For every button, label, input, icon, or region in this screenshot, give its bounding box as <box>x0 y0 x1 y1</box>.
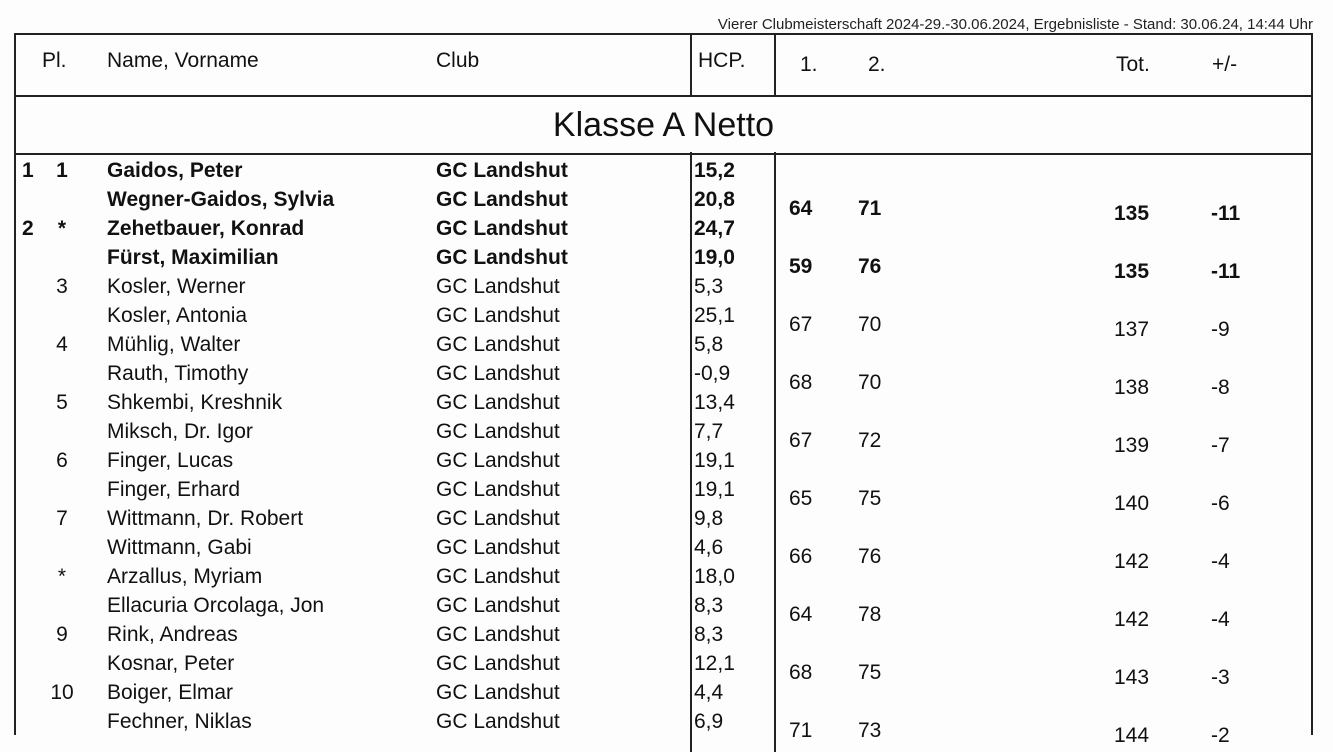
row-round-1: 67 <box>789 429 813 452</box>
document-header: Vierer Clubmeisterschaft 2024-29.-30.06.2024, Ergebnisliste - Stand: 30.06.24, 14:44 Uhr <box>717 16 1313 33</box>
table-row <box>16 159 1311 188</box>
header-round-1: 1. <box>800 53 818 76</box>
row-place: * <box>57 565 67 588</box>
table-row <box>16 507 1311 536</box>
row-club: GC Landshut <box>436 391 560 414</box>
row-hcp: 12,1 <box>694 652 735 675</box>
row-round-2: 70 <box>858 313 882 336</box>
row-place: 4 <box>56 333 68 356</box>
row-club: GC Landshut <box>436 159 568 182</box>
table-row <box>16 478 1311 515</box>
row-round-1: 64 <box>789 603 813 626</box>
row-place: 10 <box>50 681 74 704</box>
row-diff: -9 <box>1211 318 1230 341</box>
row-hcp: -0,9 <box>694 362 731 385</box>
row-hcp: 7,7 <box>694 420 724 443</box>
column-header-row <box>16 35 1311 97</box>
table-row <box>16 246 1311 283</box>
row-hcp: 4,6 <box>694 536 724 559</box>
row-place: 1 <box>56 159 68 182</box>
row-round-1: 66 <box>789 545 813 568</box>
header-round-2: 2. <box>868 53 886 76</box>
row-name: Kosnar, Peter <box>107 652 235 675</box>
results-table <box>14 33 1313 747</box>
row-round-1: 64 <box>789 197 813 220</box>
row-hcp: 9,8 <box>694 507 724 530</box>
row-name: Zehetbauer, Konrad <box>107 217 305 240</box>
row-round-2: 71 <box>858 197 882 220</box>
row-club: GC Landshut <box>436 420 560 443</box>
table-row <box>16 304 1311 341</box>
row-name: Fürst, Maximilian <box>107 246 279 269</box>
row-round-1: 68 <box>789 371 813 394</box>
row-rank: 1 <box>22 159 34 182</box>
row-hcp: 18,0 <box>694 565 735 588</box>
row-name: Shkembi, Kreshnik <box>107 391 283 414</box>
row-place: 5 <box>56 391 68 414</box>
table-row <box>16 652 1311 689</box>
row-total: 143 <box>1114 666 1150 689</box>
row-round-2: 70 <box>858 371 882 394</box>
row-name: Wittmann, Dr. Robert <box>107 507 304 530</box>
row-round-2: 75 <box>858 487 882 510</box>
header-name: Name, Vorname <box>107 49 259 72</box>
row-club: GC Landshut <box>436 304 560 327</box>
row-club: GC Landshut <box>436 275 560 298</box>
table-row <box>16 420 1311 457</box>
header-total: Tot. <box>1116 53 1150 76</box>
row-name: Rink, Andreas <box>107 623 238 646</box>
table-row <box>16 362 1311 399</box>
row-round-2: 76 <box>858 545 882 568</box>
row-hcp: 13,4 <box>694 391 735 414</box>
header-hcp: HCP. <box>698 49 746 72</box>
header-hcp-cell <box>690 35 776 95</box>
row-total: 140 <box>1114 492 1150 515</box>
row-round-2: 72 <box>858 429 882 452</box>
row-hcp: 15,2 <box>694 159 735 182</box>
row-name: Wegner-Gaidos, Sylvia <box>107 188 335 211</box>
row-hcp: 19,1 <box>694 478 735 501</box>
row-diff: -2 <box>1211 724 1230 747</box>
table-row <box>16 565 1311 594</box>
table-row <box>16 217 1311 246</box>
row-total: 135 <box>1114 202 1150 225</box>
row-place: 3 <box>56 275 68 298</box>
table-row <box>16 623 1311 652</box>
table-row <box>16 188 1311 225</box>
row-diff: -7 <box>1211 434 1230 457</box>
row-round-2: 73 <box>858 719 882 742</box>
header-diff: +/- <box>1212 53 1238 76</box>
table-row <box>16 681 1311 710</box>
row-round-1: 59 <box>789 255 813 278</box>
row-club: GC Landshut <box>436 681 560 704</box>
row-place: * <box>57 217 67 240</box>
table-row <box>16 391 1311 420</box>
row-diff: -6 <box>1211 492 1230 515</box>
row-rank: 2 <box>22 217 34 240</box>
table-row <box>16 333 1311 362</box>
row-diff: -3 <box>1211 666 1230 689</box>
row-name: Ellacuria Orcolaga, Jon <box>107 594 325 617</box>
row-club: GC Landshut <box>436 449 560 472</box>
row-round-2: 76 <box>858 255 882 278</box>
row-total: 135 <box>1114 260 1150 283</box>
row-hcp: 20,8 <box>694 188 735 211</box>
table-row <box>16 536 1311 573</box>
row-name: Fechner, Niklas <box>107 710 252 733</box>
table-row <box>16 594 1311 631</box>
row-club: GC Landshut <box>436 507 560 530</box>
row-round-1: 67 <box>789 313 813 336</box>
row-place: 7 <box>56 507 68 530</box>
row-name: Finger, Lucas <box>107 449 234 472</box>
row-club: GC Landshut <box>436 188 568 211</box>
row-hcp: 24,7 <box>694 217 735 240</box>
row-place: 6 <box>56 449 68 472</box>
row-name: Wittmann, Gabi <box>107 536 252 559</box>
row-round-1: 68 <box>789 661 813 684</box>
table-row <box>16 275 1311 304</box>
row-name: Kosler, Antonia <box>107 304 248 327</box>
row-hcp: 5,8 <box>694 333 724 356</box>
row-hcp: 6,9 <box>694 710 724 733</box>
row-club: GC Landshut <box>436 478 560 501</box>
row-round-1: 71 <box>789 719 813 742</box>
row-diff: -11 <box>1211 260 1241 283</box>
row-hcp: 8,3 <box>694 623 724 646</box>
row-total: 138 <box>1114 376 1150 399</box>
row-name: Rauth, Timothy <box>107 362 249 385</box>
row-hcp: 25,1 <box>694 304 735 327</box>
table-row <box>16 710 1311 747</box>
row-total: 137 <box>1114 318 1150 341</box>
row-round-1: 65 <box>789 487 813 510</box>
row-diff: -8 <box>1211 376 1230 399</box>
row-hcp: 4,4 <box>694 681 724 704</box>
row-name: Finger, Erhard <box>107 478 241 501</box>
table-row <box>16 449 1311 478</box>
row-name: Arzallus, Myriam <box>107 565 263 588</box>
row-club: GC Landshut <box>436 333 560 356</box>
row-club: GC Landshut <box>436 536 560 559</box>
row-name: Miksch, Dr. Igor <box>107 420 253 443</box>
row-diff: -11 <box>1211 202 1241 225</box>
row-total: 142 <box>1114 608 1150 631</box>
row-club: GC Landshut <box>436 362 560 385</box>
row-total: 139 <box>1114 434 1150 457</box>
row-club: GC Landshut <box>436 217 568 240</box>
row-club: GC Landshut <box>436 594 560 617</box>
row-place: 9 <box>56 623 68 646</box>
row-club: GC Landshut <box>436 710 560 733</box>
row-name: Boiger, Elmar <box>107 681 234 704</box>
section-title: Klasse A Netto <box>16 97 1311 155</box>
row-club: GC Landshut <box>436 565 560 588</box>
row-name: Mühlig, Walter <box>107 333 241 356</box>
header-pl: Pl. <box>42 49 67 72</box>
row-hcp: 5,3 <box>694 275 724 298</box>
row-hcp: 19,0 <box>694 246 735 269</box>
row-club: GC Landshut <box>436 623 560 646</box>
row-club: GC Landshut <box>436 652 560 675</box>
row-round-2: 78 <box>858 603 882 626</box>
row-hcp: 19,1 <box>694 449 735 472</box>
row-total: 142 <box>1114 550 1150 573</box>
row-name: Kosler, Werner <box>107 275 246 298</box>
row-diff: -4 <box>1211 550 1230 573</box>
row-club: GC Landshut <box>436 246 568 269</box>
row-name: Gaidos, Peter <box>107 159 243 182</box>
header-club: Club <box>436 49 480 72</box>
row-hcp: 8,3 <box>694 594 724 617</box>
row-total: 144 <box>1114 724 1150 747</box>
row-diff: -4 <box>1211 608 1230 631</box>
row-round-2: 75 <box>858 661 882 684</box>
